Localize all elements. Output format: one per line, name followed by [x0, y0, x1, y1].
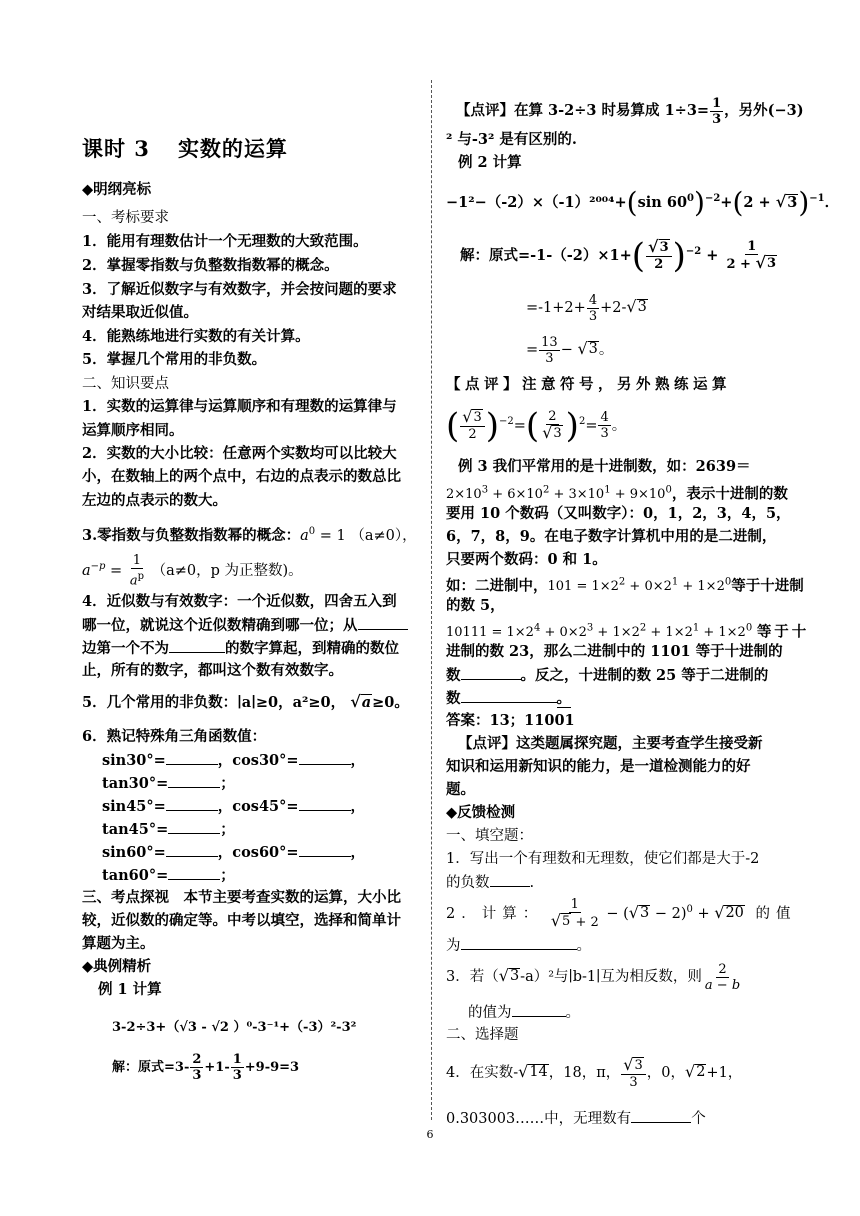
lesson-title: 课时 3 实数的运算 [82, 136, 288, 161]
section-heading: ◆反馈检测 [446, 804, 516, 821]
comment-text: ² 与-3² 是有区别的. [446, 131, 577, 148]
question-2: 为 。 [446, 935, 591, 956]
comment-text: 【点评】这类题属探究题，主要考查学生接受新 [458, 735, 763, 752]
requirement-item: 1．能用有理数估计一个无理数的大致范围。 [82, 233, 368, 250]
section-heading: ◆明纲亮标 [82, 181, 152, 198]
requirement-item: 对结果取近似值。 [82, 304, 198, 321]
knowledge-text: 哪一位，就说这个近似数精确到哪一位；从 [82, 615, 408, 636]
example-solution-step: = $\frac{13}{3}$ − √ 3 。 [526, 334, 614, 366]
example-label: 例 2 计算 [458, 154, 522, 171]
example-3-text: 的数 5， [446, 597, 505, 614]
comment-text: 【点评】在算 3-2÷3 时易算成 1÷3= $\frac{1}{3}$ ，另外(−3) [456, 95, 804, 127]
page-number: 6 [426, 1128, 434, 1141]
example-3-text: 要用 10 个数码（又叫数字）：0，1，2，3，4，5， [446, 505, 791, 522]
example-3-text: 6，7，8，9。在电子数字计算机中用的是二进制， [446, 528, 777, 545]
question-1: 1．写出一个有理数和无理数，使它们都是大于-2 [446, 851, 760, 867]
exam-focus-text: 较，近似数的确定等。中考以填空，选择和简单计 [82, 912, 401, 929]
section-subheading: 一、考标要求 [82, 210, 169, 226]
trig-row: tan30°= ； [102, 775, 235, 792]
knowledge-text: 1．实数的运算律与运算顺序和有理数的运算律与 [82, 398, 397, 415]
example-3-text: 数 。 [446, 690, 571, 707]
example-solution: 解：原式=-1-（-2）×1+( √ 3 2 )$^{-2}$ + 1 2 + √ 3 [460, 235, 777, 276]
comment-formula: ( √ 3 2 )$^{-2}$=( 2 √ 3 )$^2$= $\frac{4}{3}$ 。 [446, 405, 627, 446]
question-3: 3．若（ √ 3 -a）²与∣b-1∣互为相反数，则 $\frac{2}{a - b}$ [446, 961, 741, 993]
trig-row: tan45°= ； [102, 821, 235, 838]
section-subheading: 二、选择题 [446, 1027, 519, 1043]
requirement-item: 4．能熟练地进行实数的有关计算。 [82, 328, 310, 345]
example-3-text: 例 3 我们平常用的是十进制数，如：2639＝ [458, 458, 751, 475]
example-3-text: 数 。反之，十进制的数 25 等于二进制的 [446, 667, 769, 684]
knowledge-text: 4．近似数与有效数字：一个近似数，四舍五入到 [82, 593, 397, 610]
question-2: 2．计算： 1 √ 5 + 2 − ( √ 3 − 2)$^0$ + √ 20 的值 [446, 897, 797, 931]
knowledge-text: 运算顺序相同。 [82, 422, 184, 439]
answer-text: 答案：13；11001 [446, 712, 575, 729]
example-3-text: 如：二进制中，$101 = 1\times 2^2 + 0\times 2^1 + 1\times 2^0$等于十进制 [446, 577, 804, 595]
knowledge-text: 3.零指数与负整数指数幂的概念：$a^0 = 1$ （a≠0）， [82, 526, 417, 544]
requirement-item: 5．掌握几个常用的非负数。 [82, 351, 267, 368]
trig-row: sin45°= ，cos45°= ， [102, 798, 366, 815]
example-expression: 3-2÷3+（√3 - √2 ）⁰-3⁻¹+（-3）²-3² [112, 1020, 357, 1035]
example-3-text: 进制的数 23，那么二进制中的 1101 等于十进制的 [446, 643, 783, 660]
knowledge-text: 5．几个常用的非负数：∣a∣≥0，a²≥0， √ a ≥0。 [82, 692, 409, 711]
exam-focus-text: 算题为主。 [82, 935, 155, 952]
knowledge-text: 2．实数的大小比较：任意两个实数均可以比较大 [82, 445, 397, 462]
knowledge-text: 左边的点表示的数大。 [82, 492, 227, 509]
requirement-item: 2．掌握零指数与负整数指数幂的概念。 [82, 257, 339, 274]
requirement-item: 3．了解近似数字与有效数字，并会按问题的要求 [82, 281, 397, 298]
section-subheading: 二、知识要点 [82, 376, 169, 392]
example-3-text: 只要两个数码：0 和 1。 [446, 551, 607, 568]
trig-row: sin60°= ，cos60°= ， [102, 844, 366, 861]
exam-focus-text: 三、考点探视 本节主要考查实数的运算，大小比 [82, 889, 401, 906]
question-1: 的负数 . [446, 872, 534, 893]
example-3-text: $10111 = 1\times 2^4 + 0\times 2^3 + 1\times 2^2 + 1\times 2^1 + 1\times 2^0$ 等于十 [446, 623, 810, 641]
example-solution: 解：原式=3- $\frac{2}{3}$ +1- $\frac{1}{3}$ +9-9=3 [112, 1052, 300, 1083]
comment-text: 【点评】注意符号，另外熟练运算 [446, 376, 731, 393]
example-label: 例 1 计算 [98, 981, 162, 998]
comment-text: 题。 [446, 781, 475, 798]
question-4: 0.303003……中，无理数有 个 [446, 1108, 706, 1129]
knowledge-text: 6．熟记特殊角三角函数值： [82, 728, 267, 745]
section-subheading: 一、填空题： [446, 828, 533, 844]
section-heading: ◆典例精析 [82, 958, 152, 975]
question-3: 的值为 。 [468, 1002, 580, 1023]
trig-row: tan60°= ； [102, 867, 235, 884]
question-4: 4．在实数- √ 14 ，18，π， √ 3 3 ，0， √ 2 +1， [446, 1054, 743, 1090]
knowledge-text: 边第一个不为 的数字算起，到精确的数位 [82, 640, 399, 657]
formula-negative-exponent: $a^{-p}$ = $\frac{1}{a^p}$ （a≠0，p 为正整数)。 [82, 553, 303, 589]
knowledge-text: 小，在数轴上的两个点中，右边的点表示的数总比 [82, 468, 401, 485]
trig-row: sin30°= ，cos30°= ， [102, 752, 366, 769]
example-3-text: $2\times 10^3 + 6\times 10^2 + 3\times 10^1 + 9\times 10^0$，表示十进制的数 [446, 485, 788, 503]
example-solution-step: =-1+2+ $\frac{4}{3}$ +2- √ 3 [526, 292, 647, 324]
knowledge-text: 止，所有的数字，都叫这个数有效数字。 [82, 662, 343, 679]
column-divider [431, 80, 432, 1120]
comment-text: 知识和运用新知识的能力，是一道检测能力的好 [446, 758, 751, 775]
example-expression: −1²−（-2）×（-1）²⁰⁰⁴+(sin $60^0)^{-2}+(2$ + √ 3 )$^{-1}$． [446, 185, 840, 219]
